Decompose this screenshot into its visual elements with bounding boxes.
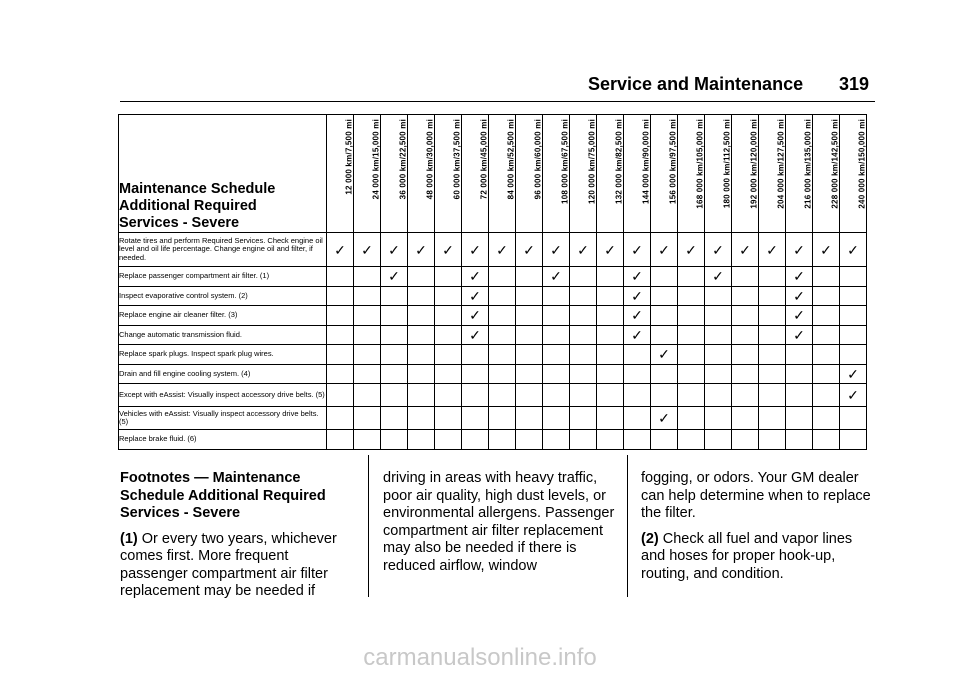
empty-cell bbox=[327, 407, 354, 430]
interval-label: 180 000 km/112,500 mi bbox=[722, 119, 732, 209]
empty-cell bbox=[597, 306, 624, 326]
empty-cell bbox=[840, 306, 867, 326]
interval-header bbox=[597, 115, 624, 233]
footnote-text: Or every two years, whichever comes first. More frequent passenger compartment air filter replacement may be needed if bbox=[120, 530, 337, 599]
interval-header bbox=[354, 115, 381, 233]
empty-cell bbox=[408, 306, 435, 326]
footnote-2 bbox=[641, 531, 876, 584]
empty-cell bbox=[813, 325, 840, 345]
empty-cell bbox=[678, 325, 705, 345]
empty-cell bbox=[678, 267, 705, 287]
empty-cell bbox=[624, 345, 651, 365]
check-mark-icon: ✓ bbox=[624, 325, 651, 345]
footnote-text: Check all fuel and vapor lines and hoses for proper hook-up, routing, and condition. bbox=[641, 530, 853, 582]
empty-cell bbox=[786, 345, 813, 365]
empty-cell bbox=[489, 364, 516, 384]
check-mark-icon: ✓ bbox=[759, 233, 786, 267]
interval-header bbox=[462, 115, 489, 233]
page-number: 319 bbox=[839, 74, 870, 94]
check-mark-icon: ✓ bbox=[489, 233, 516, 267]
task-description: Rotate tires and perform Required Services. Check engine oil level and oil life percentage. Change engine oil and filter, if needed. bbox=[119, 233, 327, 267]
empty-cell bbox=[354, 286, 381, 306]
empty-cell bbox=[489, 407, 516, 430]
empty-cell bbox=[516, 286, 543, 306]
empty-cell bbox=[732, 407, 759, 430]
empty-cell bbox=[759, 364, 786, 384]
empty-cell bbox=[840, 407, 867, 430]
interval-label: 240 000 km/150,000 mi bbox=[857, 119, 867, 209]
empty-cell bbox=[732, 286, 759, 306]
empty-cell bbox=[813, 345, 840, 365]
footnotes-title: Footnotes — Maintenance Schedule Additional Required Services - Severe bbox=[120, 470, 326, 521]
table-title bbox=[119, 115, 327, 233]
interval-label: 108 000 km/67,500 mi bbox=[560, 119, 570, 204]
interval-header bbox=[624, 115, 651, 233]
empty-cell bbox=[462, 384, 489, 407]
task-description: Replace passenger compartment air filter. (1) bbox=[119, 267, 327, 287]
empty-cell bbox=[786, 364, 813, 384]
task-description: Change automatic transmission fluid. bbox=[119, 325, 327, 345]
empty-cell bbox=[813, 364, 840, 384]
empty-cell bbox=[570, 430, 597, 450]
table-row bbox=[119, 384, 867, 407]
task-description: Replace brake fluid. (6) bbox=[119, 430, 327, 450]
empty-cell bbox=[678, 364, 705, 384]
interval-label: 144 000 km/90,000 mi bbox=[641, 119, 651, 204]
check-mark-icon: ✓ bbox=[381, 267, 408, 287]
empty-cell bbox=[624, 384, 651, 407]
footnote-1-part-1 bbox=[120, 531, 352, 601]
empty-cell bbox=[570, 345, 597, 365]
empty-cell bbox=[435, 286, 462, 306]
interval-label: 168 000 km/105,000 mi bbox=[695, 119, 705, 209]
check-mark-icon: ✓ bbox=[786, 325, 813, 345]
interval-label: 120 000 km/75,000 mi bbox=[587, 119, 597, 204]
empty-cell bbox=[516, 267, 543, 287]
empty-cell bbox=[354, 267, 381, 287]
empty-cell bbox=[435, 345, 462, 365]
empty-cell bbox=[570, 325, 597, 345]
check-mark-icon: ✓ bbox=[408, 233, 435, 267]
empty-cell bbox=[381, 364, 408, 384]
check-mark-icon: ✓ bbox=[786, 267, 813, 287]
empty-cell bbox=[462, 364, 489, 384]
empty-cell bbox=[408, 430, 435, 450]
empty-cell bbox=[597, 407, 624, 430]
empty-cell bbox=[489, 286, 516, 306]
check-mark-icon: ✓ bbox=[597, 233, 624, 267]
interval-header bbox=[516, 115, 543, 233]
empty-cell bbox=[705, 407, 732, 430]
check-mark-icon: ✓ bbox=[624, 267, 651, 287]
empty-cell bbox=[732, 384, 759, 407]
empty-cell bbox=[813, 267, 840, 287]
empty-cell bbox=[543, 306, 570, 326]
footnote-1-part-3: fogging, or odors. Your GM dealer can help determine when to replace the filter. bbox=[641, 470, 871, 521]
empty-cell bbox=[732, 364, 759, 384]
empty-cell bbox=[327, 306, 354, 326]
empty-cell bbox=[408, 407, 435, 430]
interval-header bbox=[408, 115, 435, 233]
empty-cell bbox=[759, 306, 786, 326]
empty-cell bbox=[435, 407, 462, 430]
empty-cell bbox=[354, 325, 381, 345]
empty-cell bbox=[516, 345, 543, 365]
footnote-number: (1) bbox=[120, 530, 138, 547]
table-row bbox=[119, 286, 867, 306]
empty-cell bbox=[354, 364, 381, 384]
empty-cell bbox=[678, 384, 705, 407]
footnote-number: (2) bbox=[641, 530, 659, 547]
empty-cell bbox=[651, 430, 678, 450]
empty-cell bbox=[624, 364, 651, 384]
empty-cell bbox=[354, 345, 381, 365]
empty-cell bbox=[732, 267, 759, 287]
empty-cell bbox=[786, 384, 813, 407]
empty-cell bbox=[543, 407, 570, 430]
task-description: Vehicles with eAssist: Visually inspect accessory drive belts. (5) bbox=[119, 407, 327, 430]
empty-cell bbox=[786, 430, 813, 450]
empty-cell bbox=[354, 430, 381, 450]
table-row bbox=[119, 430, 867, 450]
empty-cell bbox=[840, 345, 867, 365]
footnote-1-part-2: driving in areas with heavy traffic, poor air quality, high dust levels, or environmental allergens. Passenger compartment air filter replacement may also be needed if there is reduced airflow, window bbox=[383, 470, 615, 574]
empty-cell bbox=[813, 407, 840, 430]
interval-header bbox=[732, 115, 759, 233]
interval-header bbox=[759, 115, 786, 233]
empty-cell bbox=[705, 286, 732, 306]
empty-cell bbox=[516, 430, 543, 450]
check-mark-icon: ✓ bbox=[732, 233, 759, 267]
empty-cell bbox=[408, 267, 435, 287]
interval-header bbox=[678, 115, 705, 233]
task-description: Replace spark plugs. Inspect spark plug wires. bbox=[119, 345, 327, 365]
table-body bbox=[119, 233, 867, 450]
check-mark-icon: ✓ bbox=[570, 233, 597, 267]
interval-header bbox=[651, 115, 678, 233]
empty-cell bbox=[678, 345, 705, 365]
empty-cell bbox=[381, 306, 408, 326]
interval-label: 12 000 km/7,500 mi bbox=[344, 119, 354, 195]
check-mark-icon: ✓ bbox=[813, 233, 840, 267]
empty-cell bbox=[354, 306, 381, 326]
empty-cell bbox=[732, 345, 759, 365]
interval-header bbox=[489, 115, 516, 233]
check-mark-icon: ✓ bbox=[786, 286, 813, 306]
table-title-line: Services - Severe bbox=[119, 215, 240, 231]
empty-cell bbox=[354, 384, 381, 407]
empty-cell bbox=[732, 306, 759, 326]
empty-cell bbox=[597, 345, 624, 365]
empty-cell bbox=[543, 364, 570, 384]
check-mark-icon: ✓ bbox=[462, 233, 489, 267]
empty-cell bbox=[813, 306, 840, 326]
check-mark-icon: ✓ bbox=[705, 267, 732, 287]
table-header-row bbox=[119, 115, 867, 233]
interval-header bbox=[840, 115, 867, 233]
empty-cell bbox=[327, 364, 354, 384]
empty-cell bbox=[759, 286, 786, 306]
empty-cell bbox=[408, 384, 435, 407]
empty-cell bbox=[381, 286, 408, 306]
empty-cell bbox=[678, 430, 705, 450]
empty-cell bbox=[381, 345, 408, 365]
empty-cell bbox=[651, 267, 678, 287]
empty-cell bbox=[759, 430, 786, 450]
footnotes-column-1 bbox=[120, 470, 352, 609]
empty-cell bbox=[516, 384, 543, 407]
empty-cell bbox=[435, 267, 462, 287]
check-mark-icon: ✓ bbox=[786, 306, 813, 326]
check-mark-icon: ✓ bbox=[840, 233, 867, 267]
empty-cell bbox=[516, 325, 543, 345]
footnotes-column-3 bbox=[641, 470, 876, 591]
empty-cell bbox=[759, 384, 786, 407]
check-mark-icon: ✓ bbox=[651, 407, 678, 430]
empty-cell bbox=[489, 345, 516, 365]
empty-cell bbox=[435, 384, 462, 407]
empty-cell bbox=[651, 384, 678, 407]
empty-cell bbox=[408, 286, 435, 306]
empty-cell bbox=[543, 430, 570, 450]
column-divider bbox=[368, 455, 369, 597]
check-mark-icon: ✓ bbox=[543, 267, 570, 287]
check-mark-icon: ✓ bbox=[624, 233, 651, 267]
empty-cell bbox=[705, 325, 732, 345]
empty-cell bbox=[570, 267, 597, 287]
interval-label: 36 000 km/22,500 mi bbox=[398, 119, 408, 200]
empty-cell bbox=[786, 407, 813, 430]
check-mark-icon: ✓ bbox=[543, 233, 570, 267]
empty-cell bbox=[840, 430, 867, 450]
empty-cell bbox=[435, 364, 462, 384]
empty-cell bbox=[597, 325, 624, 345]
interval-header bbox=[705, 115, 732, 233]
empty-cell bbox=[327, 286, 354, 306]
interval-label: 60 000 km/37,500 mi bbox=[452, 119, 462, 200]
interval-label: 204 000 km/127,500 mi bbox=[776, 119, 786, 209]
empty-cell bbox=[516, 306, 543, 326]
empty-cell bbox=[327, 384, 354, 407]
empty-cell bbox=[813, 286, 840, 306]
empty-cell bbox=[516, 364, 543, 384]
empty-cell bbox=[732, 325, 759, 345]
task-description: Inspect evaporative control system. (2) bbox=[119, 286, 327, 306]
check-mark-icon: ✓ bbox=[624, 306, 651, 326]
empty-cell bbox=[651, 306, 678, 326]
check-mark-icon: ✓ bbox=[381, 233, 408, 267]
empty-cell bbox=[543, 286, 570, 306]
check-mark-icon: ✓ bbox=[786, 233, 813, 267]
interval-label: 132 000 km/82,500 mi bbox=[614, 119, 624, 204]
interval-label: 48 000 km/30,000 mi bbox=[425, 119, 435, 200]
empty-cell bbox=[597, 430, 624, 450]
empty-cell bbox=[570, 407, 597, 430]
table-title-line: Additional Required bbox=[119, 198, 257, 214]
empty-cell bbox=[570, 306, 597, 326]
check-mark-icon: ✓ bbox=[840, 384, 867, 407]
empty-cell bbox=[381, 407, 408, 430]
empty-cell bbox=[624, 430, 651, 450]
empty-cell bbox=[705, 306, 732, 326]
empty-cell bbox=[489, 325, 516, 345]
check-mark-icon: ✓ bbox=[651, 345, 678, 365]
empty-cell bbox=[489, 430, 516, 450]
check-mark-icon: ✓ bbox=[327, 233, 354, 267]
check-mark-icon: ✓ bbox=[462, 286, 489, 306]
empty-cell bbox=[624, 407, 651, 430]
interval-header bbox=[786, 115, 813, 233]
empty-cell bbox=[327, 430, 354, 450]
check-mark-icon: ✓ bbox=[462, 325, 489, 345]
column-divider bbox=[627, 455, 628, 597]
empty-cell bbox=[381, 325, 408, 345]
empty-cell bbox=[543, 325, 570, 345]
interval-label: 156 000 km/97,500 mi bbox=[668, 119, 678, 204]
empty-cell bbox=[354, 407, 381, 430]
empty-cell bbox=[462, 430, 489, 450]
check-mark-icon: ✓ bbox=[516, 233, 543, 267]
empty-cell bbox=[705, 345, 732, 365]
interval-label: 216 000 km/135,000 mi bbox=[803, 119, 813, 209]
table-row bbox=[119, 325, 867, 345]
empty-cell bbox=[462, 345, 489, 365]
empty-cell bbox=[813, 384, 840, 407]
empty-cell bbox=[840, 286, 867, 306]
empty-cell bbox=[705, 384, 732, 407]
maintenance-schedule-table bbox=[118, 114, 867, 450]
empty-cell bbox=[759, 325, 786, 345]
empty-cell bbox=[327, 345, 354, 365]
interval-header bbox=[543, 115, 570, 233]
empty-cell bbox=[651, 325, 678, 345]
empty-cell bbox=[543, 345, 570, 365]
empty-cell bbox=[651, 364, 678, 384]
empty-cell bbox=[597, 267, 624, 287]
empty-cell bbox=[597, 384, 624, 407]
table-row bbox=[119, 345, 867, 365]
empty-cell bbox=[408, 325, 435, 345]
empty-cell bbox=[435, 430, 462, 450]
empty-cell bbox=[435, 325, 462, 345]
empty-cell bbox=[327, 267, 354, 287]
interval-label: 24 000 km/15,000 mi bbox=[371, 119, 381, 200]
empty-cell bbox=[489, 306, 516, 326]
check-mark-icon: ✓ bbox=[624, 286, 651, 306]
header-divider bbox=[120, 101, 875, 102]
interval-label: 84 000 km/52,500 mi bbox=[506, 119, 516, 200]
table-row bbox=[119, 407, 867, 430]
empty-cell bbox=[570, 364, 597, 384]
task-description: Drain and fill engine cooling system. (4) bbox=[119, 364, 327, 384]
interval-label: 228 000 km/142,500 mi bbox=[830, 119, 840, 209]
empty-cell bbox=[435, 306, 462, 326]
empty-cell bbox=[705, 364, 732, 384]
check-mark-icon: ✓ bbox=[705, 233, 732, 267]
empty-cell bbox=[381, 384, 408, 407]
check-mark-icon: ✓ bbox=[462, 306, 489, 326]
empty-cell bbox=[570, 384, 597, 407]
interval-header bbox=[570, 115, 597, 233]
empty-cell bbox=[489, 267, 516, 287]
empty-cell bbox=[678, 407, 705, 430]
interval-label: 192 000 km/120,000 mi bbox=[749, 119, 759, 209]
empty-cell bbox=[759, 407, 786, 430]
empty-cell bbox=[570, 286, 597, 306]
empty-cell bbox=[327, 325, 354, 345]
empty-cell bbox=[759, 267, 786, 287]
empty-cell bbox=[840, 325, 867, 345]
check-mark-icon: ✓ bbox=[651, 233, 678, 267]
empty-cell bbox=[597, 364, 624, 384]
check-mark-icon: ✓ bbox=[435, 233, 462, 267]
empty-cell bbox=[813, 430, 840, 450]
section-title: Service and Maintenance bbox=[588, 74, 804, 94]
check-mark-icon: ✓ bbox=[354, 233, 381, 267]
empty-cell bbox=[759, 345, 786, 365]
check-mark-icon: ✓ bbox=[462, 267, 489, 287]
empty-cell bbox=[840, 267, 867, 287]
empty-cell bbox=[705, 430, 732, 450]
empty-cell bbox=[408, 345, 435, 365]
empty-cell bbox=[408, 364, 435, 384]
empty-cell bbox=[516, 407, 543, 430]
empty-cell bbox=[651, 286, 678, 306]
table-row bbox=[119, 267, 867, 287]
empty-cell bbox=[381, 430, 408, 450]
check-mark-icon: ✓ bbox=[840, 364, 867, 384]
check-mark-icon: ✓ bbox=[678, 233, 705, 267]
empty-cell bbox=[489, 384, 516, 407]
empty-cell bbox=[597, 286, 624, 306]
empty-cell bbox=[543, 384, 570, 407]
table-row bbox=[119, 233, 867, 267]
footnotes-column-2 bbox=[383, 470, 618, 583]
interval-header bbox=[381, 115, 408, 233]
task-description: Except with eAssist: Visually inspect accessory drive belts. (5) bbox=[119, 384, 327, 407]
interval-header bbox=[327, 115, 354, 233]
empty-cell bbox=[678, 306, 705, 326]
task-description: Replace engine air cleaner filter. (3) bbox=[119, 306, 327, 326]
interval-header bbox=[435, 115, 462, 233]
empty-cell bbox=[732, 430, 759, 450]
empty-cell bbox=[678, 286, 705, 306]
empty-cell bbox=[462, 407, 489, 430]
interval-label: 96 000 km/60,000 mi bbox=[533, 119, 543, 200]
table-row bbox=[119, 364, 867, 384]
interval-header bbox=[813, 115, 840, 233]
watermark: carmanualsonline.info bbox=[363, 644, 597, 671]
table-title-line: Maintenance Schedule bbox=[119, 181, 276, 197]
table-row bbox=[119, 306, 867, 326]
interval-label: 72 000 km/45,000 mi bbox=[479, 119, 489, 200]
